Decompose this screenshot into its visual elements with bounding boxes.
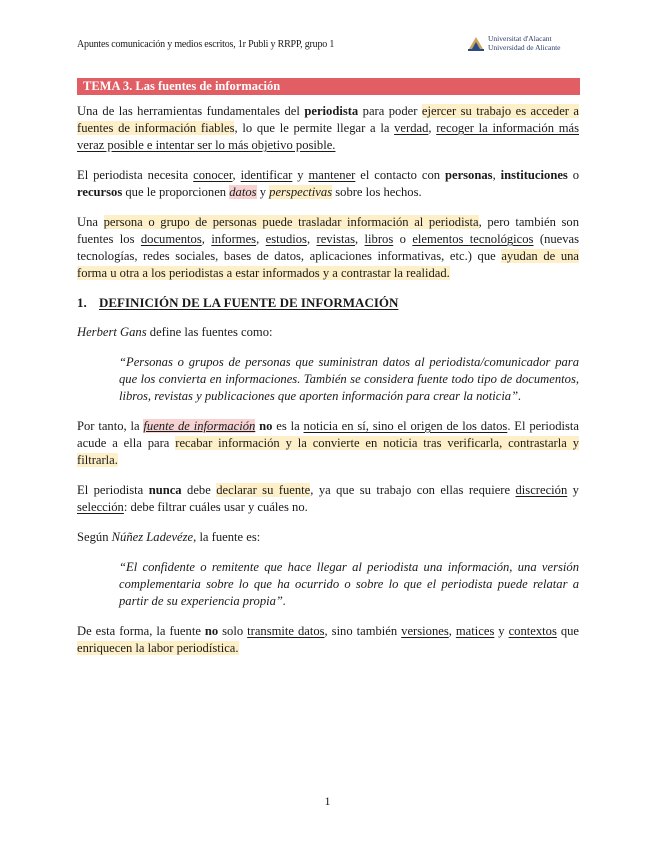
logo-line-2: Universidad de Alicante: [488, 42, 561, 52]
university-logo-icon: [468, 35, 484, 51]
section-number: 1.: [77, 295, 87, 310]
quote-gans: “Personas o grupos de personas que suministran datos al periodista/comunicador para que los convierta en informaciones. También se considera fuente todo tipo de documentos, libros, revistas y publicaciones que aporten información para crear la noticia”.: [119, 355, 579, 403]
paragraph-discretion: El periodista nunca debe declarar su fuente, ya que su trabajo con ellas requiere discreción y selección: debe filtrar cuáles usar y cuáles no.: [77, 483, 579, 514]
quote-ladeveze: “El confidente o remitente que hace llegar al periodista una información, una versión complementaria sobre lo que ha ocurrido o sobre lo que el periodista puede relatar a partir de su experiencia propia”.: [119, 560, 579, 608]
paragraph-needs: El periodista necesita conocer, identificar y mantener el contacto con personas, instituciones o recursos que le proporcionen datos y perspectivas sobre los hechos.: [77, 168, 580, 199]
document-header: Apuntes comunicación y medios escritos, 1r Publi y RRPP, grupo 1: [77, 39, 335, 50]
paragraph-ladeveze: Según Núñez Ladevéze, la fuente es:: [77, 530, 261, 544]
page-number: 1: [324, 794, 331, 808]
logo-text: [488, 35, 560, 52]
paragraph-sources: Una persona o grupo de personas puede trasladar información al periodista, pero también son fuentes los documentos, informes, estudios, revistas, libros o elementos tecnológicos (nuevas tecnologías, redes sociales, bases de datos, aplicaciones informativas, etc.) que ayudan de una forma u otra a los periodistas a estar informados y a contrastar la realidad.: [77, 215, 580, 280]
section-heading: [77, 294, 579, 311]
paragraph-gans: Herbert Gans define las fuentes como:: [77, 325, 273, 339]
paragraph-conclusion: De esta forma, la fuente no solo transmite datos, sino también versiones, matices y contextos que enriquecen la labor periodística.: [77, 624, 580, 655]
topic-title: TEMA 3. Las fuentes de información: [77, 78, 580, 95]
document-body: [77, 103, 579, 657]
logo-line-1: Universitat d'Alacant: [488, 34, 552, 43]
section-title: DEFINICIÓN DE LA FUENTE DE INFORMACIÓN: [99, 295, 399, 310]
university-logo: [468, 35, 578, 53]
paragraph-definition: Por tanto, la fuente de información no es la noticia en sí, sino el origen de los datos. El periodista acude a ella para recabar información y la convierte en noticia tras verificarla, contrastarla y filtrarla.: [77, 419, 579, 467]
paragraph-intro: Una de las herramientas fundamentales del periodista para poder ejercer su trabajo es acceder a fuentes de información fiables, lo que le permite llegar a la verdad, recoger la información más veraz posible e intentar ser lo más objetivo posible.: [77, 104, 580, 152]
